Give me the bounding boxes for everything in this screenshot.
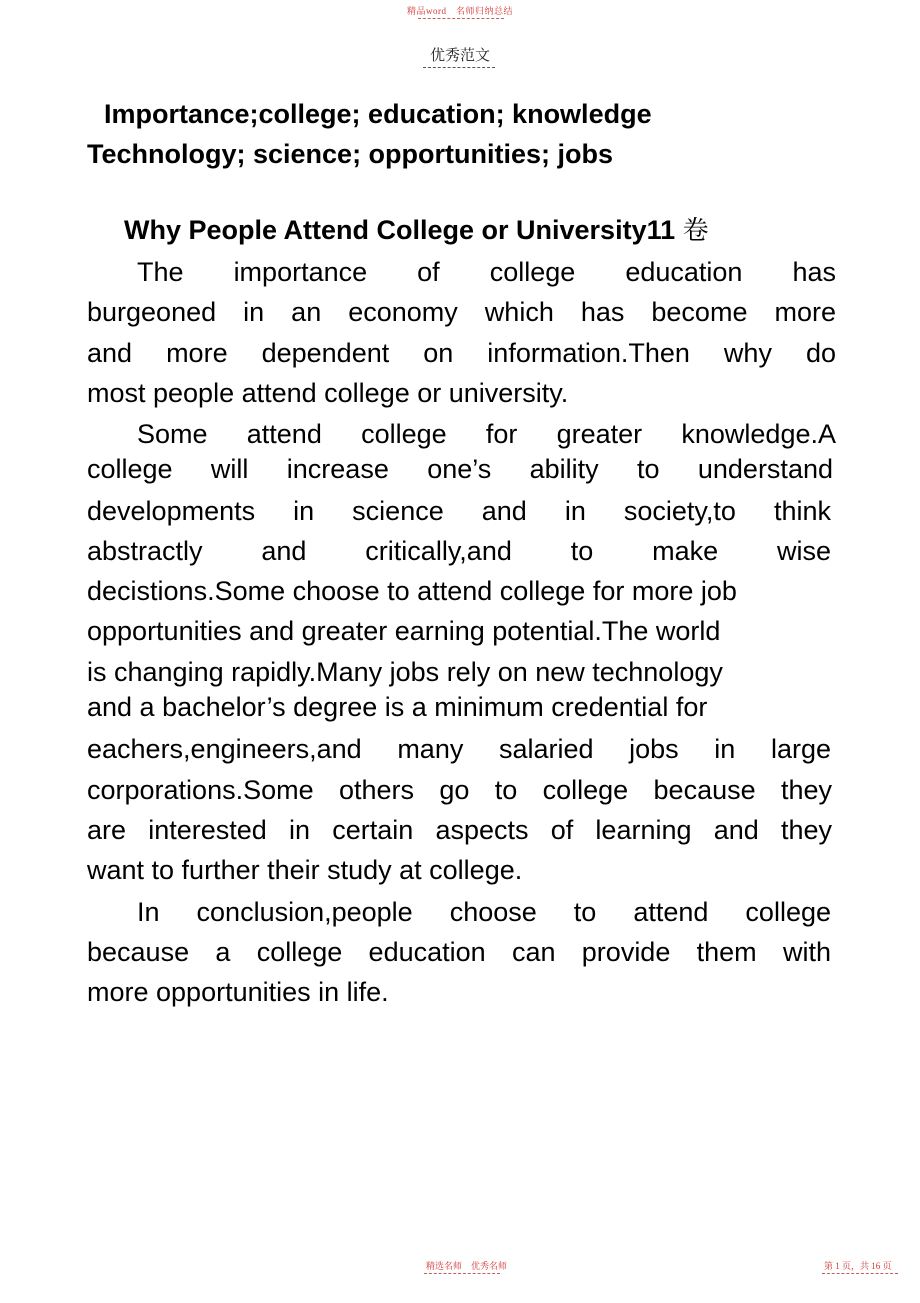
body-line-3: and more dependent on information.Then why do [87, 338, 836, 368]
body-line-1: The importance of college education has [137, 257, 836, 287]
footer-center: 精选名师 优秀名师 [426, 1261, 508, 1271]
body-line-15: are interested in certain aspects of learning and they [87, 815, 832, 845]
keywords-line-1: Importance;college; education; knowledge [104, 99, 652, 129]
essay-title-text: Why People Attend College or University11 [124, 215, 683, 245]
body-line-7: developments in science and in society,to think [87, 496, 831, 526]
body-line-13: eachers,engineers,and many salaried jobs in large [87, 734, 831, 764]
page-header: 优秀范文 [429, 46, 490, 64]
body-line-8: abstractly and critically,and to make wise [87, 536, 831, 566]
body-line-4: most people attend college or university. [87, 378, 569, 408]
body-line-6: college will increase one’s ability to understand [87, 454, 833, 484]
body-line-9: decistions.Some choose to attend college for more job [87, 576, 737, 606]
essay-title [124, 210, 709, 251]
body-line-10: opportunities and greater earning potential.The world [87, 616, 721, 646]
body-line-14: corporations.Some others go to college because they [87, 775, 832, 805]
body-line-19: more opportunities in life. [87, 977, 389, 1007]
body-line-2: burgeoned in an economy which has become more [87, 297, 836, 327]
body-line-18: because a college education can provide them with [87, 937, 831, 967]
body-line-5: Some attend college for greater knowledge.A [137, 419, 836, 449]
footer-page-rule [822, 1273, 898, 1274]
footer-center-rule [424, 1273, 500, 1274]
footer-page-number: 第 1 页，共 16 页 [824, 1261, 892, 1271]
body-line-16: want to further their study at college. [87, 855, 523, 885]
header-rule [423, 67, 495, 68]
essay-title-suffix: 卷 [682, 216, 709, 246]
body-line-11: is changing rapidly.Many jobs rely on new technology [87, 657, 723, 687]
keywords-line-2: Technology; science; opportunities; jobs [87, 139, 614, 169]
body-line-12: and a bachelor’s degree is a minimum credential for [87, 692, 708, 722]
top-banner: 精品word 名师归纳总结 [407, 6, 513, 16]
body-line-17: In conclusion,people choose to attend college [137, 897, 831, 927]
top-banner-rule [418, 18, 504, 19]
